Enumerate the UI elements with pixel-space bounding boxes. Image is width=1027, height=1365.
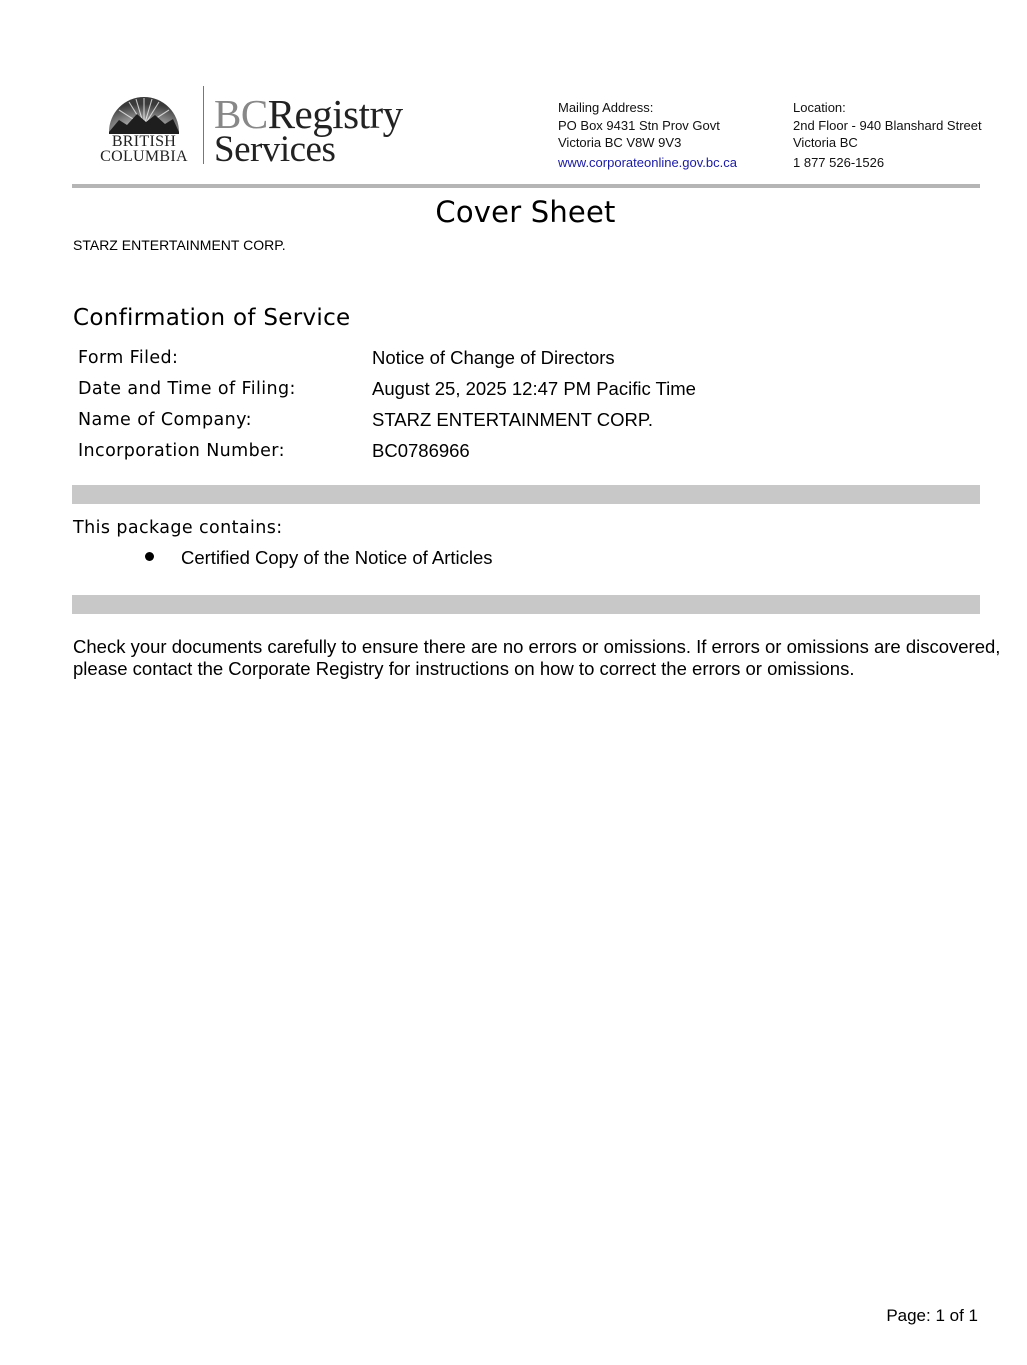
location-line2: Victoria BC [793,135,858,150]
bc-sun-mountain-logo-icon [107,84,181,134]
mailing-address [558,99,737,171]
province-line2: COLUMBIA [100,148,188,165]
section-divider-band [72,595,980,614]
instructions-paragraph: Check your documents carefully to ensure there are no errors or omissions. If errors or omissions are discovered, please contact the Corporate Registry for instructions on how to correct the errors or omissions. [73,636,1001,679]
detail-value: BC0786966 [372,440,470,461]
phone-number: 1 877 526-1526 [793,154,885,170]
logo-divider [203,86,204,164]
detail-label: Form Filed: [78,348,179,368]
brand-registry-word: Registry [267,91,403,137]
brand-bc: BC [214,91,268,137]
detail-label: Name of Company: [78,410,252,430]
province-wordmark [98,134,190,164]
mailing-line1: PO Box 9431 Stn Prov Govt [558,117,720,133]
detail-value: August 25, 2025 12:47 PM Pacific Time [372,378,696,399]
location-heading: Location: [793,100,846,115]
package-item-label: Certified Copy of the Notice of Articles [181,547,493,568]
page-number: Page: 1 of 1 [886,1306,978,1325]
detail-label: Incorporation Number: [78,441,285,461]
bullet-icon [145,552,154,561]
detail-value: Notice of Change of Directors [372,347,615,368]
mailing-line2: Victoria BC V8W 9V3 [558,135,682,150]
header-rule [72,184,980,188]
brand-services: Services [214,129,336,170]
location-line1: 2nd Floor - 940 Blanshard Street [793,117,982,133]
detail-value: STARZ ENTERTAINMENT CORP. [372,409,653,430]
mailing-heading: Mailing Address: [558,100,654,115]
page-title: Cover Sheet [435,195,616,229]
section-divider-band [72,485,980,504]
confirmation-heading: Confirmation of Service [73,305,351,331]
package-item [145,545,493,571]
company-header: STARZ ENTERTAINMENT CORP. [73,237,286,253]
package-heading: This package contains: [73,518,283,538]
province-line1: BRITISH [111,133,177,150]
location-address [793,99,982,171]
detail-label: Date and Time of Filing: [78,379,296,399]
website-link[interactable]: www.corporateonline.gov.bc.ca [558,154,737,170]
